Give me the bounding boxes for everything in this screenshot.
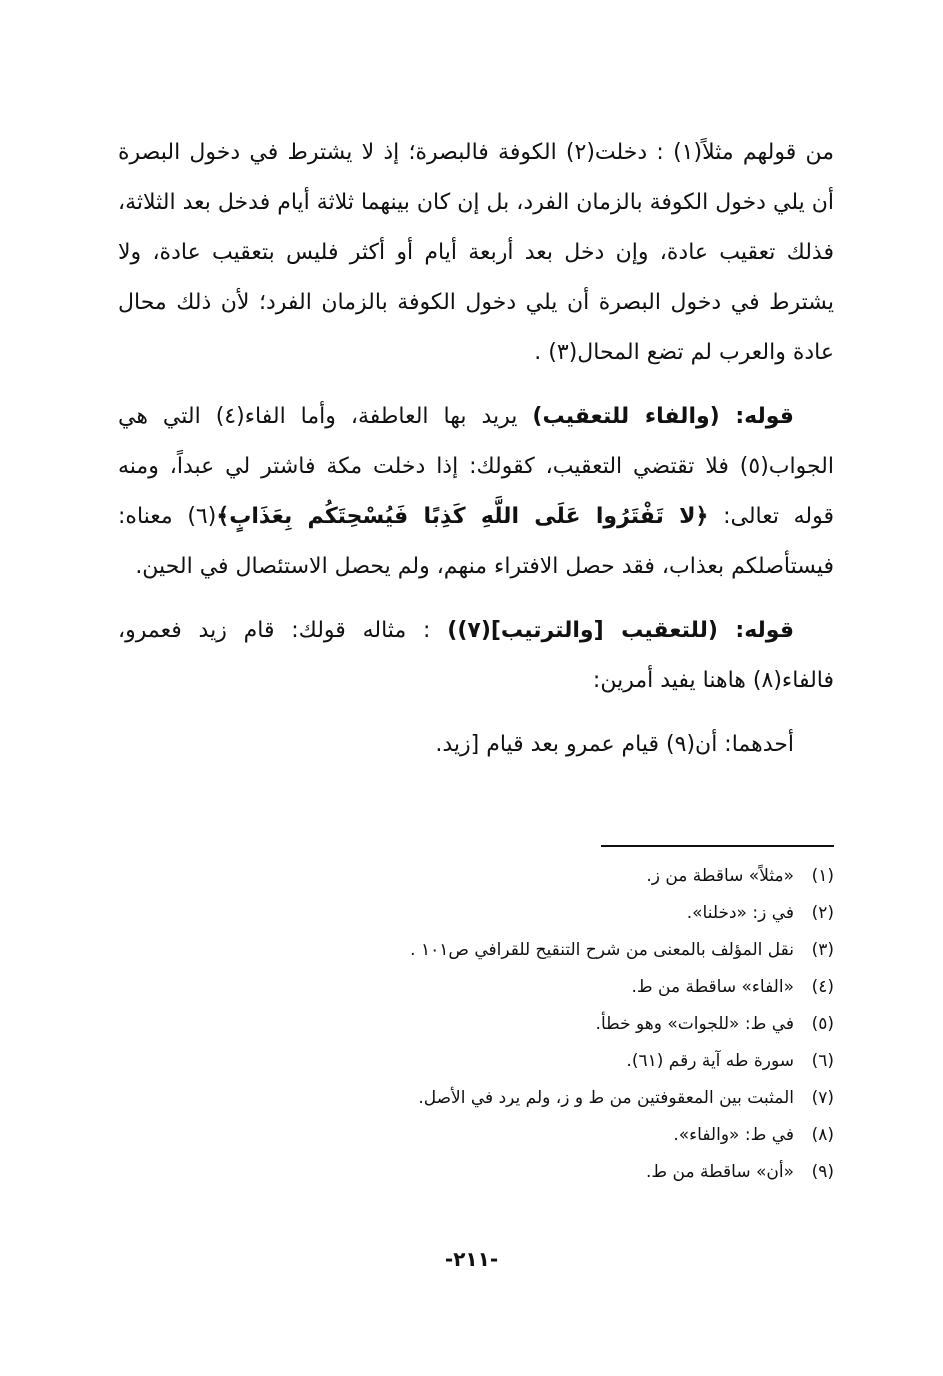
- footnote-text: «الفاء» ساقطة من ط.: [631, 977, 794, 997]
- paragraph-1: من قولهم مثلاً(١) : دخلت(٢) الكوفة فالبصرة؛ إذ لا يشترط في دخول البصرة أن يلي دخول الكوفة بالزمان الفرد، بل إن كان بينهما ثلاثة أيام فدخل بعد الثلاثة، فذلك تعقيب عادة، وإن دخل بعد أربعة أيام أو أكثر فليس بتعقيب عادة، ولا يشترط في دخول البصرة أن يلي دخول الكوفة بالزمان الفرد؛ لأن ذلك محال عادة والعرب لم تضع المحال(٣) .: [118, 140, 834, 365]
- footnote-number: (٣): [811, 940, 834, 960]
- paragraph-4: أحدهما: أن(٩) قيام عمرو بعد قيام [زيد.: [435, 732, 794, 757]
- paragraph-3-quote: (للتعقيب [والترتيب](٧)): [447, 618, 718, 643]
- footnote-item: [118, 895, 834, 932]
- footnote-text: «أن» ساقطة من ط.: [645, 1162, 794, 1182]
- main-text: [118, 128, 834, 770]
- footnote-item: [118, 969, 834, 1006]
- footnote-item: [118, 1154, 834, 1191]
- footnote-number: (٤): [811, 977, 834, 997]
- paragraph-2-text-end: (٦) معناه: فيستأصلكم بعذاب، فقد حصل الافتراء منهم، ولم يحصل الاستئصال في الحين.: [118, 504, 834, 579]
- footnote-item: [118, 1117, 834, 1154]
- footnote-item: [118, 1043, 834, 1080]
- footnote-number: (٩): [811, 1162, 834, 1182]
- paragraph-3: [118, 606, 834, 706]
- footnote-number: (٥): [811, 1014, 834, 1034]
- footnote-text: في ط: «والفاء».: [673, 1125, 794, 1145]
- footnote-number: (٢): [811, 903, 834, 923]
- footnote-text: في ز: «دخلنا».: [686, 903, 794, 923]
- paragraph-3-label: قوله:: [717, 618, 794, 643]
- footnote-number: (٧): [811, 1088, 834, 1108]
- quran-verse: ﴿لا تَفْتَرُوا عَلَى اللَّهِ كَذِبًا فَيُسْحِتَكُم بِعَذَابٍ﴾: [216, 504, 709, 529]
- footnote-item: [118, 858, 834, 895]
- paragraph-2: [118, 392, 834, 592]
- paragraph-2-text: يريد بها العاطفة، وأما الفاء(٤) التي هي الجواب(٥) فلا تقتضي التعقيب، كقولك: إذا دخلت مكة فاشتر لي عبداً، ومنه قوله تعالى:: [118, 404, 834, 529]
- footnotes: [118, 858, 834, 1191]
- paragraph-2-label: قوله:: [719, 404, 794, 429]
- footnote-text: سورة طه آية رقم (٦١).: [626, 1051, 794, 1071]
- footnote-number: (١): [811, 866, 834, 886]
- footnote-text: في ط: «للجوات» وهو خطأ.: [595, 1014, 794, 1034]
- footnote-text: «مثلاً» ساقطة من ز.: [646, 866, 794, 886]
- page-number: -٢١١-: [444, 1247, 499, 1271]
- paragraph-3-text: : مثاله قولك: قام زيد فعمرو، فالفاء(٨) هاهنا يفيد أمرين:: [118, 618, 834, 693]
- footnote-item: [118, 1006, 834, 1043]
- footnote-divider: [601, 845, 834, 847]
- footnote-item: [118, 1080, 834, 1117]
- paragraph-2-quote: (والفاء للتعقيب): [532, 404, 720, 429]
- footnote-number: (٦): [811, 1051, 834, 1071]
- footnote-text: نقل المؤلف بالمعنى من شرح التنقيح للقرافي ص١٠١ .: [410, 940, 794, 960]
- footnote-number: (٨): [811, 1125, 834, 1145]
- footnote-item: [118, 932, 834, 969]
- footnote-text: المثبت بين المعقوفتين من ط و ز، ولم يرد في الأصل.: [418, 1088, 794, 1108]
